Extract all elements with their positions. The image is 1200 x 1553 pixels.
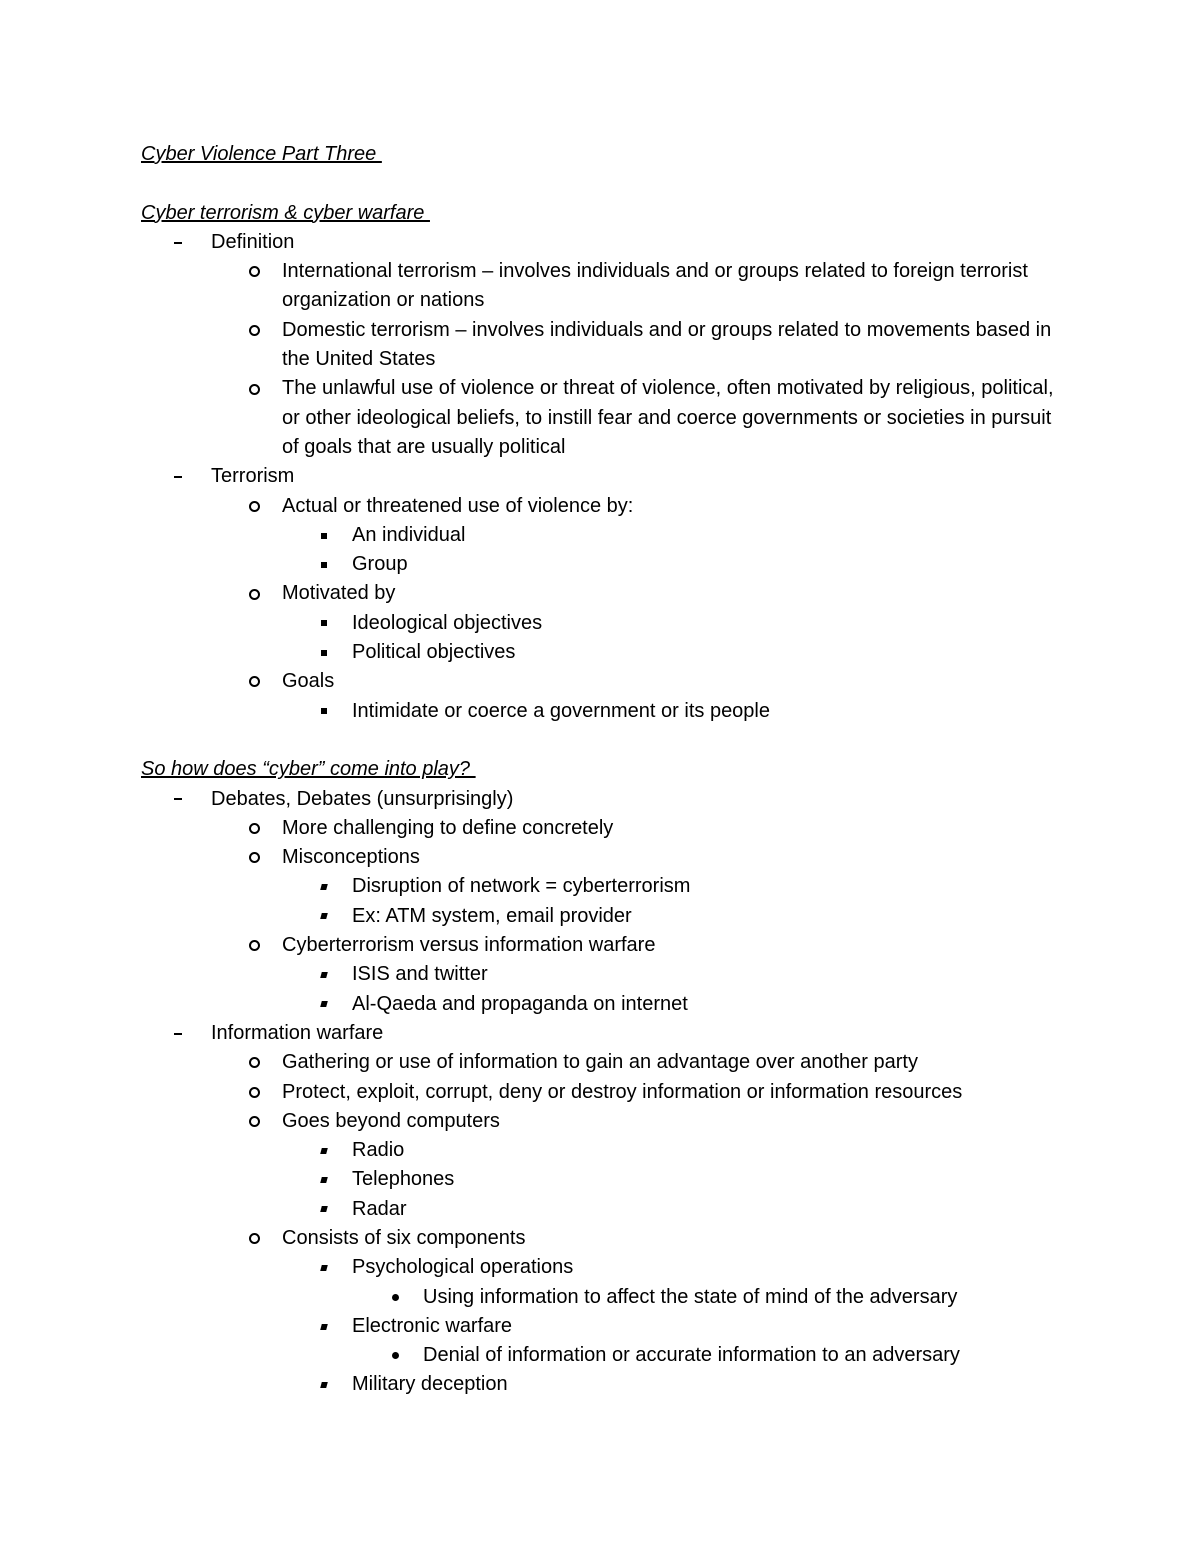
list-item — [141, 521, 1061, 550]
list-item — [141, 1165, 1061, 1194]
square-bullet — [317, 1253, 331, 1282]
list-item — [141, 843, 1061, 872]
list-item — [141, 1048, 1061, 1077]
list-item — [141, 814, 1061, 843]
list-item — [141, 667, 1061, 696]
circle-bullet — [247, 374, 261, 403]
dash-bullet — [171, 785, 185, 814]
list-item — [141, 697, 1061, 726]
dot-bullet — [388, 1341, 402, 1370]
list-item — [141, 316, 1061, 375]
list-item — [141, 1253, 1061, 1282]
list-item — [141, 1019, 1061, 1048]
list-item-text: Disruption of network = cyberterrorism — [352, 875, 691, 898]
square-bullet — [317, 872, 331, 901]
list-item — [141, 609, 1061, 638]
list-item — [141, 872, 1061, 901]
list-item — [141, 785, 1061, 814]
list-item-text: Motivated by — [282, 582, 396, 605]
list-item — [141, 1370, 1061, 1399]
square-bullet — [317, 990, 331, 1019]
square-bullet — [317, 609, 331, 638]
list-item-text: Definition — [211, 230, 295, 253]
list-item-text: Ideological objectives — [352, 611, 543, 634]
list-item — [141, 1283, 1061, 1312]
section-heading: So how does “cyber” come into play? — [141, 758, 476, 781]
square-bullet — [317, 550, 331, 579]
list-item — [141, 1107, 1061, 1136]
list-item-text: Actual or threatened use of violence by: — [282, 494, 634, 517]
list-item — [141, 1312, 1061, 1341]
square-bullet — [317, 1312, 331, 1341]
square-bullet — [317, 902, 331, 931]
list-item-text: More challenging to define concretely — [282, 816, 614, 839]
list-item-text: Debates, Debates (unsurprisingly) — [211, 787, 514, 810]
list-item — [141, 374, 1061, 462]
circle-bullet — [247, 492, 261, 521]
circle-bullet — [247, 1107, 261, 1136]
square-bullet — [317, 960, 331, 989]
list-item-text: Goes beyond computers — [282, 1109, 500, 1132]
list-item — [141, 960, 1061, 989]
spacer — [141, 726, 1061, 755]
list-item-text: Consists of six components — [282, 1226, 526, 1249]
dash-bullet — [171, 228, 185, 257]
list-item-text: Misconceptions — [282, 846, 420, 869]
list-item — [141, 1078, 1061, 1107]
list-item-text: Ex: ATM system, email provider — [352, 904, 632, 927]
list-item-text: Electronic warfare — [352, 1314, 513, 1337]
list-item-text: Al-Qaeda and propaganda on internet — [352, 992, 688, 1015]
circle-bullet — [247, 1224, 261, 1253]
list-item-text: Protect, exploit, corrupt, deny or destroy information or information resources — [282, 1080, 963, 1103]
square-bullet — [317, 1136, 331, 1165]
square-bullet — [317, 521, 331, 550]
circle-bullet — [247, 1078, 261, 1107]
list-item — [141, 1341, 1061, 1370]
circle-bullet — [247, 843, 261, 872]
list-item — [141, 902, 1061, 931]
list-item — [141, 638, 1061, 667]
square-bullet — [317, 697, 331, 726]
document-title: Cyber Violence Part Three — [141, 143, 382, 165]
list-item-text: Information warfare — [211, 1021, 384, 1044]
circle-bullet — [247, 257, 261, 286]
list-item-text: Terrorism — [211, 465, 295, 488]
list-item — [141, 1136, 1061, 1165]
list-item-text: Psychological operations — [352, 1256, 574, 1279]
dash-bullet — [171, 462, 185, 491]
circle-bullet — [247, 1048, 261, 1077]
list-item-text: An individual — [352, 523, 466, 546]
list-item — [141, 1224, 1061, 1253]
list-item-text: Telephones — [352, 1168, 455, 1191]
circle-bullet — [247, 316, 261, 345]
list-item — [141, 462, 1061, 491]
list-item-text: Military deception — [352, 1373, 508, 1396]
list-item-text: Intimidate or coerce a government or its people — [352, 699, 770, 722]
list-item — [141, 579, 1061, 608]
list-item-text: Using information to affect the state of mind of the adversary — [423, 1285, 958, 1308]
list-item — [141, 257, 1061, 316]
circle-bullet — [247, 579, 261, 608]
document-body — [141, 140, 1061, 1400]
list-item-text: Radar — [352, 1197, 407, 1220]
square-bullet — [317, 1370, 331, 1399]
circle-bullet — [247, 931, 261, 960]
list-item — [141, 931, 1061, 960]
list-item — [141, 550, 1061, 579]
list-item-text: Denial of information or accurate information to an adversary — [423, 1344, 960, 1367]
list-item-text: International terrorism – involves individuals and or groups related to foreign terrorist organization or nations — [282, 260, 1028, 312]
list-item — [141, 990, 1061, 1019]
square-bullet — [317, 638, 331, 667]
list-item-text: Group — [352, 553, 408, 576]
list-item-text: Goals — [282, 670, 335, 693]
list-item-text: ISIS and twitter — [352, 963, 488, 986]
dash-bullet — [171, 1019, 185, 1048]
list-item-text: Domestic terrorism – involves individuals and or groups related to movements based in the United States — [282, 318, 1052, 371]
list-item — [141, 228, 1061, 257]
square-bullet — [317, 1195, 331, 1224]
list-item — [141, 1195, 1061, 1224]
list-item-text: Gathering or use of information to gain an advantage over another party — [282, 1051, 918, 1074]
list-item-text: Radio — [352, 1139, 405, 1162]
list-item-text: Political objectives — [352, 641, 516, 664]
list-item-text: The unlawful use of violence or threat of violence, often motivated by religious, political, or other ideological beliefs, to instill fear and coerce governments or societies in pursuit of goals that are usually political — [282, 377, 1054, 458]
spacer — [141, 169, 1061, 198]
circle-bullet — [247, 814, 261, 843]
square-bullet — [317, 1165, 331, 1194]
section-heading: Cyber terrorism & cyber warfare — [141, 201, 430, 224]
dot-bullet — [388, 1283, 402, 1312]
list-item — [141, 492, 1061, 521]
circle-bullet — [247, 667, 261, 696]
list-item-text: Cyberterrorism versus information warfare — [282, 934, 656, 957]
